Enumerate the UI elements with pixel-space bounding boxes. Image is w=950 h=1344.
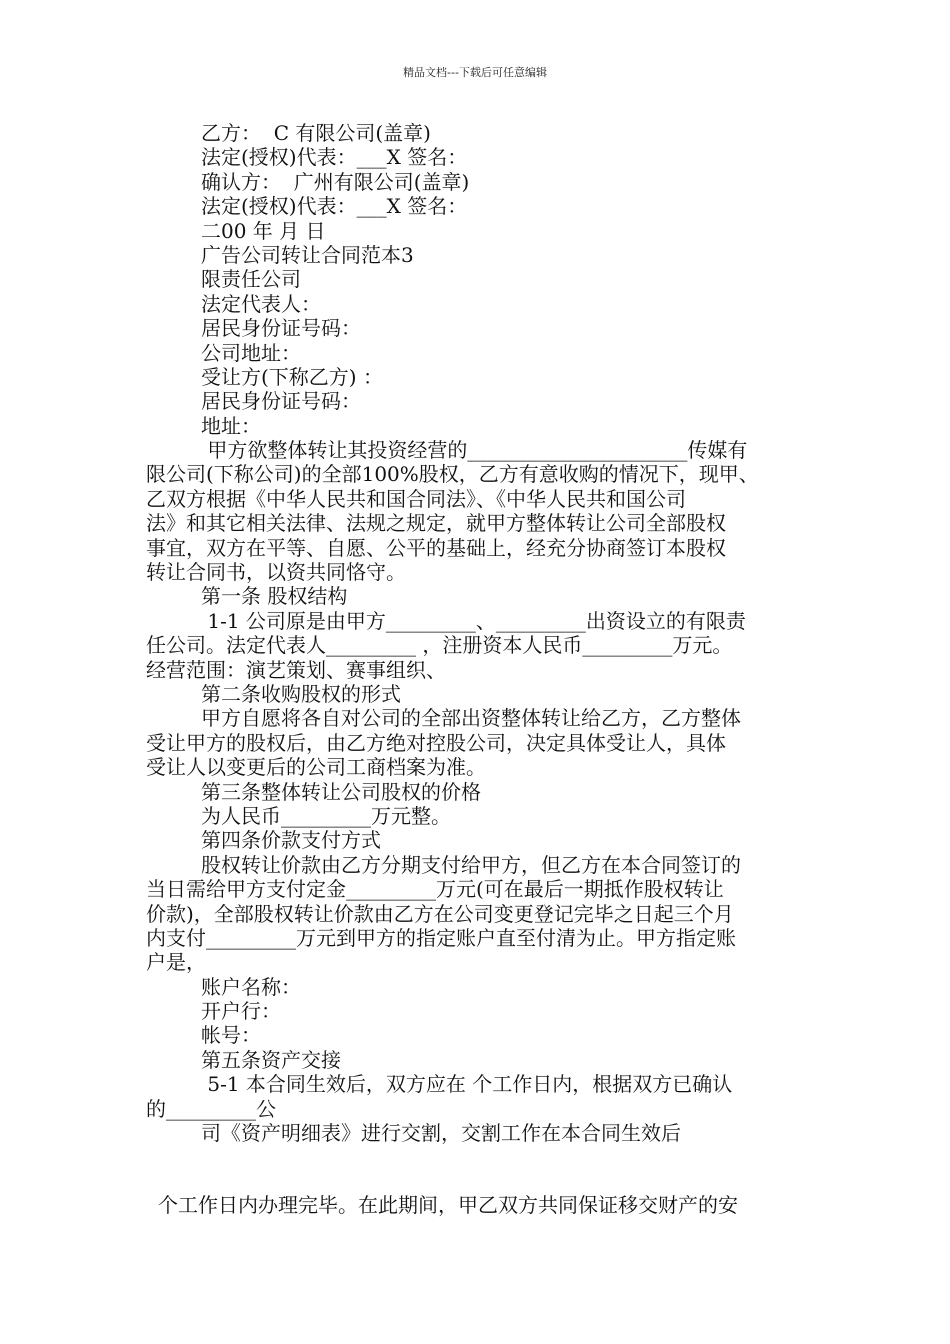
text-line: 居民身份证号码： [201,316,361,341]
paragraph-line: 甲方欲整体转让其投资经营的______________________传媒有 [201,438,748,463]
account-name-line: 账户名称： [201,974,301,999]
document-body [146,121,810,1218]
paragraph-line: 事宜，双方在平等、自愿、公平的基础上，经充分协商签订本股权 [146,535,726,560]
paragraph-line: 价款)，全部股权转让价款由乙方在公司变更登记完毕之日起三个月 [146,901,734,926]
paragraph-line: 受让甲方的股权后，由乙方绝对控股公司，决定具体受让人，具体 [146,730,726,755]
text-line: 法定代表人： [201,291,321,316]
paragraph-line: 内支付_________万元到甲方的指定账户直至付清为止。甲方指定账 [146,925,736,950]
paragraph-line: 限公司(下称公司)的全部100%股权，乙方有意收购的情况下，现甲、 [146,462,759,487]
account-number-line: 帐号： [201,1023,261,1048]
representative-line: 法定(授权)代表：___X 签名： [201,145,468,170]
representative-line: 法定(授权)代表：___X 签名： [201,194,468,219]
paragraph-line: 任公司。法定代表人_________ ，注册资本人民币_________万元。 [146,633,733,658]
date-line: 二00 年 月 日 [201,218,326,243]
text-line: 公司地址： [201,340,301,365]
paragraph-line: 法》和其它相关法律、法规之规定，就甲方整体转让公司全部股权 [146,511,726,536]
paragraph-line: 转让合同书，以资共同恪守。 [146,560,406,585]
paragraph-line: 户是， [146,950,206,975]
blank-gap [146,1145,810,1193]
confirming-party-line: 确认方： 广州有限公司(盖章) [201,169,470,194]
paragraph-line: 1-1 公司原是由甲方_________、_________出资设立的有限责 [201,608,746,633]
paragraph-line: 个工作日内办理完毕。在此期间，甲乙双方共同保证移交财产的安 [158,1193,738,1218]
section-heading: 第五条资产交接 [201,1047,341,1072]
paragraph-line: 当日需给甲方支付定金_________万元(可在最后一期抵作股权转让 [146,877,724,902]
text-line: 居民身份证号码： [201,389,361,414]
paragraph-line: 司《资产明细表》进行交割，交割工作在本合同生效后 [201,1121,681,1146]
text-line: 地址： [201,413,261,438]
document-title: 广告公司转让合同范本3 [201,242,414,267]
party-b-line: 乙方： C 有限公司(盖章) [201,121,431,145]
section-heading: 第一条 股权结构 [201,584,348,609]
paragraph-line: 经营范围：演艺策划、赛事组织、 [146,657,446,682]
page-header: 精品文档---下载后可任意编辑 [403,66,547,79]
text-line: 限责任公司 [201,267,301,292]
text-line: 受让方(下称乙方) ： [201,364,383,389]
paragraph-line: 股权转让价款由乙方分期支付给甲方，但乙方在本合同签订的 [201,852,741,877]
section-heading: 第四条价款支付方式 [201,828,381,853]
paragraph-line: 乙双方根据《中华人民共和国合同法》、《中华人民共和国公司 [146,486,686,511]
paragraph-line: 甲方自愿将各自对公司的全部出资整体转让给乙方，乙方整体 [201,706,741,731]
paragraph-line: 受让人以变更后的公司工商档案为准。 [146,755,486,780]
paragraph-line: 5-1 本合同生效后，双方应在 个工作日内，根据双方已确认 [201,1072,733,1097]
paragraph-line: 为人民币_________万元整。 [201,803,451,828]
section-heading: 第三条整体转让公司股权的价格 [201,779,481,804]
bank-line: 开户行： [201,999,281,1024]
paragraph-line: 的_________公 [146,1096,276,1121]
section-heading: 第二条收购股权的形式 [201,681,401,706]
